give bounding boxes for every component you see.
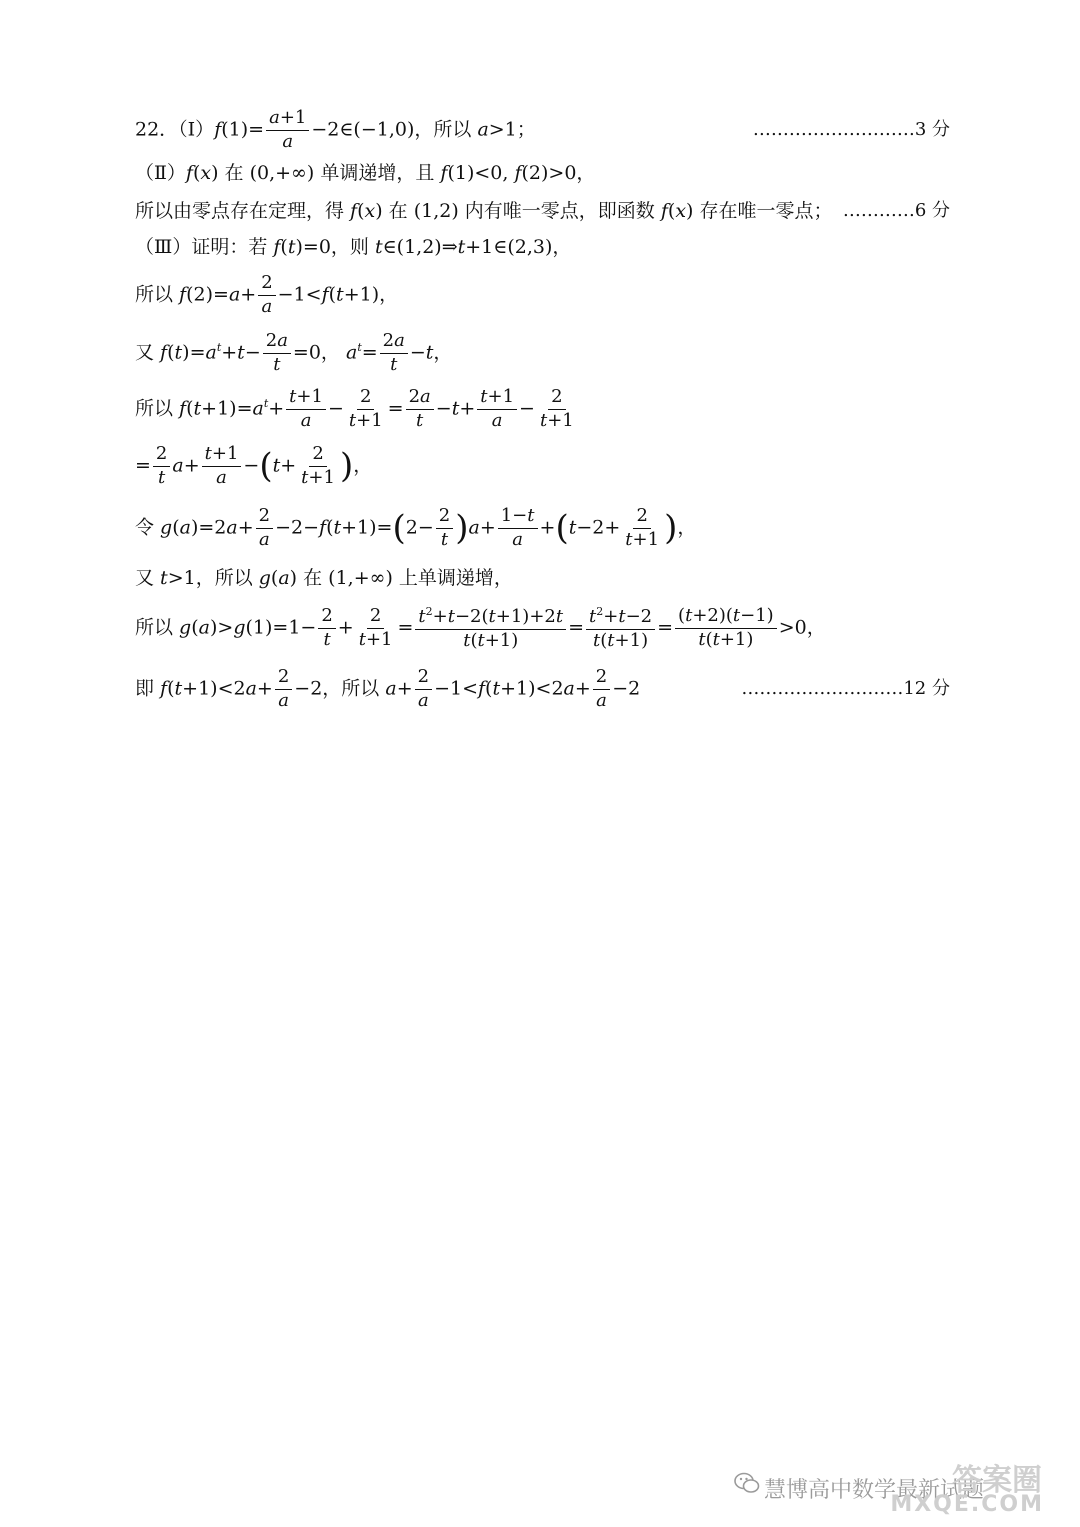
watermark-text: 慧博高中数学最新试题 <box>764 1478 985 1503</box>
solution-line-6: 又 $f(t)=a^t+t-$ $\frac{2a}{t}$ =0， $a^t=$ $\frac{2a}{t}$ −t， <box>135 329 453 375</box>
solution-line-9: 令 g(a)=2a+ $\frac{2}{a}$ −2−f(t+1)=(2− $\frac{2}{t}$ )a+ $\frac{1-t}{a}$ +(t−2+ $\frac{2}{t+1}$ )， <box>135 504 697 550</box>
watermark-site: MXQE.COM <box>890 1492 1044 1517</box>
watermark <box>730 1453 1050 1517</box>
score-3: ………………………3 分 <box>752 119 950 140</box>
score-6: …………6 分 <box>842 200 950 221</box>
solution-line-10: 又 t>1，所以 g(a) 在 (1,+∞) 上单调递增， <box>135 566 513 589</box>
score-12: ………………………12 分 <box>741 678 950 699</box>
solution-line-12: 即 f(t+1)<2a+ $\frac{2}{a}$ −2，所以 a+ $\frac{2}{a}$ −1<f(t+1)<2a+ $\frac{2}{a}$ −2 ………………………12 分 <box>135 665 950 711</box>
solution-line-3: 所以由零点存在定理，得 f(x) 在 (1,2) 内有唯一零点，即函数 f(x) 存在唯一零点； …………6 分 <box>135 199 950 222</box>
solution-line-11: 所以 g(a)>g(1)=1− $\frac{2}{t}$ + $\frac{2}{t+1}$ = $\frac{t^2+t-2(t+1)+2t}{t(t+1)}$ = $\frac{t^2+t-2}{t(t+1)}$ = $\frac{(t+2)(t-1)}{t(t+1)}$ >0， <box>135 604 826 651</box>
solution-line-7: 所以 $f(t+1)=a^t+$ $\frac{t+1}{a}$ − $\frac{2}{t+1}$ = $\frac{2a}{t}$ −t+ $\frac{t+1}{a}$ − $\frac{2}{t+1}$ <box>135 385 574 431</box>
solution-line-2: （Ⅱ）f(x) 在 (0,+∞) 单调递增，且 f(1)<0, f(2)>0， <box>135 161 596 184</box>
solution-line-8: = $\frac{2}{t}$ a+ $\frac{t+1}{a}$ −(t+ $\frac{2}{t+1}$ )， <box>135 442 373 488</box>
solution-line-4: （Ⅲ）证明：若 f(t)=0，则 t∈(1,2)⇒t+1∈(2,3)， <box>135 235 572 258</box>
solution-line-5: 所以 f(2)=a+ $\frac{2}{a}$ −1<f(t+1)， <box>135 271 399 317</box>
wechat-icon <box>734 1471 760 1495</box>
solution-line-1: 22．（Ⅰ）f(1)= $\frac{a+1}{a}$ −2∈(−1,0)，所以 a>1； ………………………3 分 <box>135 106 950 152</box>
watermark-brand: 答案圈 <box>952 1463 1042 1498</box>
